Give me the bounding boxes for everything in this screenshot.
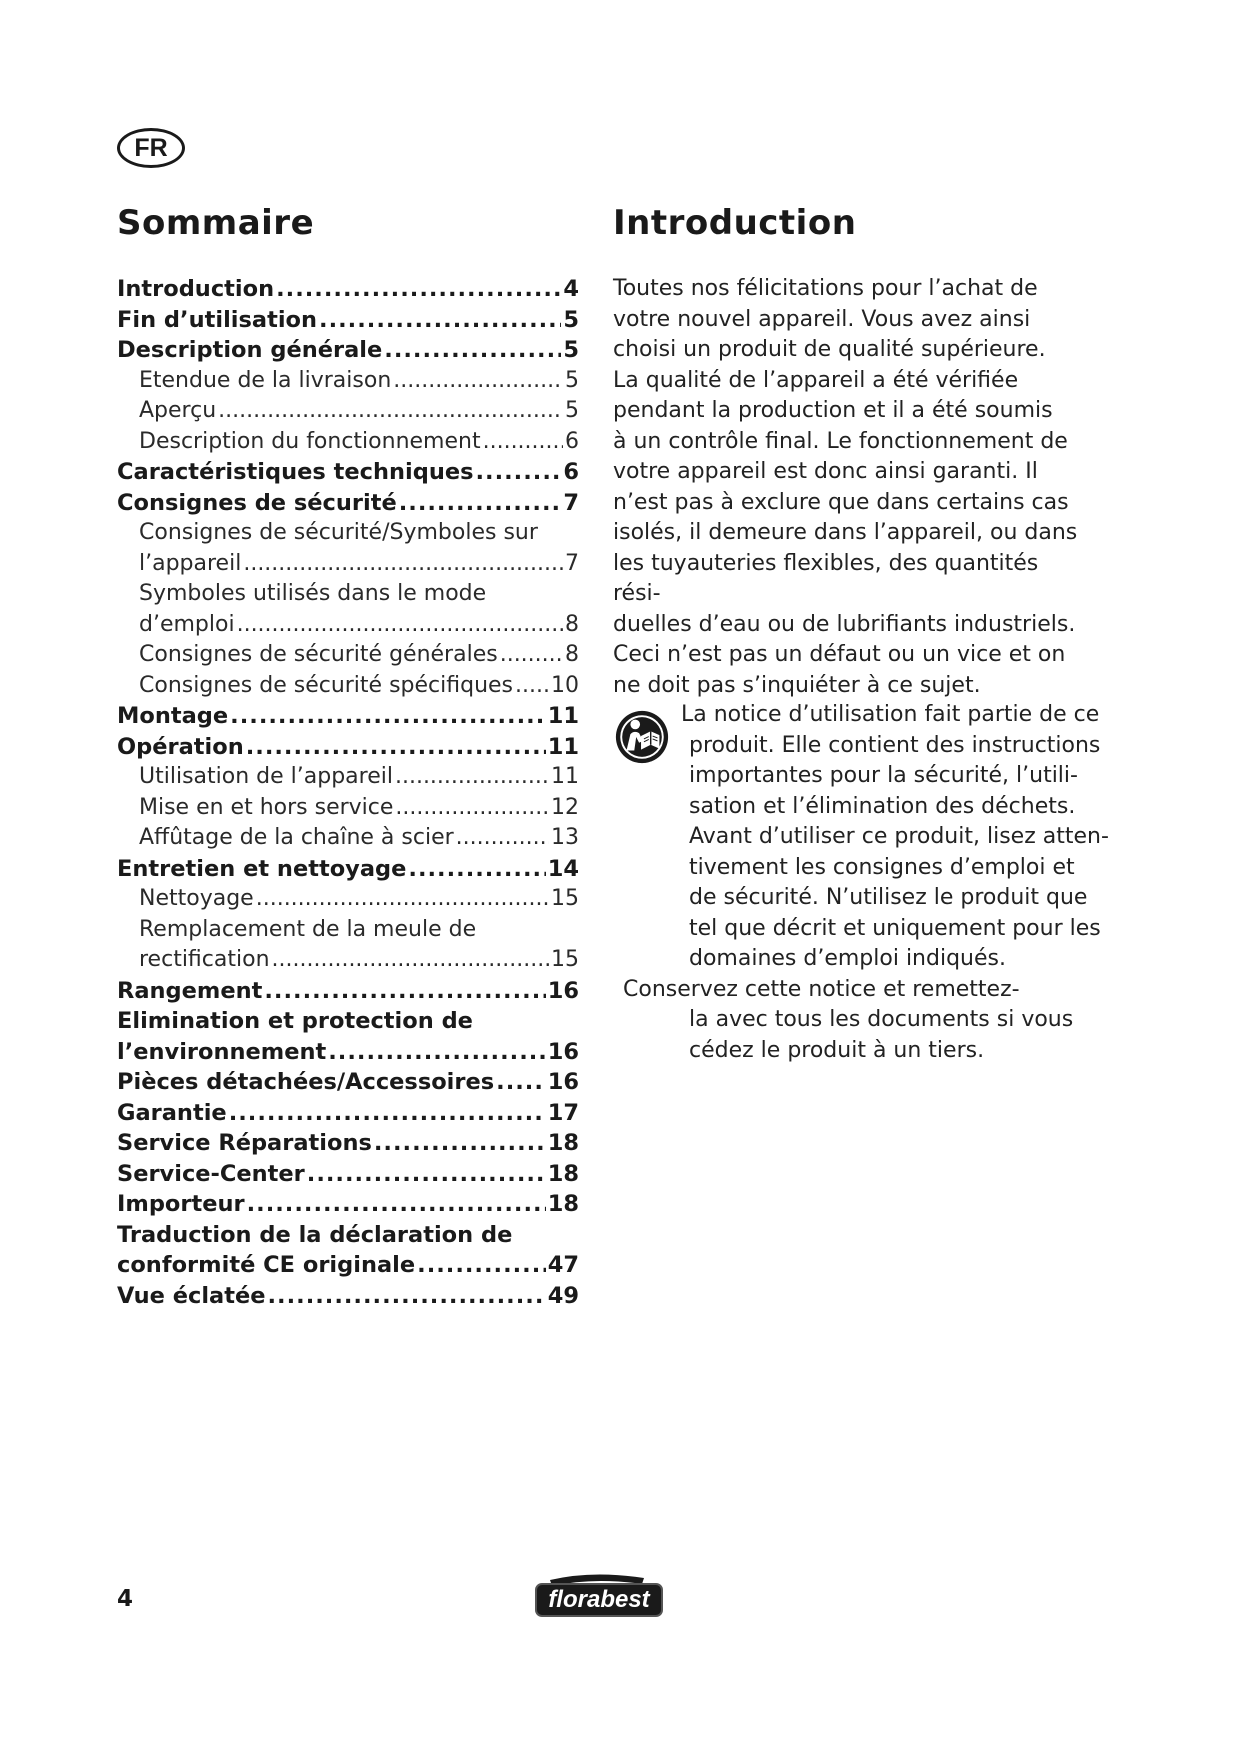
toc-entry-label: l’appareil (139, 550, 242, 576)
toc-entry-page: 10 (551, 672, 579, 698)
toc-entry-page: 16 (547, 977, 579, 1004)
toc-leader-dots (374, 1128, 546, 1159)
brand-logo (532, 1572, 668, 1618)
toc-entry-label: conformité CE originale (117, 1252, 416, 1278)
toc-entry[interactable] (117, 1281, 579, 1312)
intro-line: votre nouvel appareil. Vous avez ainsi (613, 306, 1031, 332)
toc-entry-page: 5 (565, 367, 579, 393)
table-of-contents (117, 274, 579, 1311)
toc-entry-label: Consignes de sécurité spécifiques (139, 672, 514, 698)
toc-entry-label: d’emploi (139, 611, 235, 637)
toc-entry[interactable] (117, 1250, 579, 1281)
toc-entry[interactable] (117, 1159, 579, 1190)
toc-entry-label: Rangement (117, 977, 263, 1004)
toc-entry-label: rectification (139, 947, 270, 972)
toc-entry-page: 18 (547, 1130, 579, 1156)
toc-entry[interactable] (117, 396, 579, 427)
language-badge: FR (117, 128, 185, 168)
toc-entry-label: Garantie (117, 1099, 227, 1126)
toc-entry-page: 8 (565, 642, 579, 667)
toc-leader-dots (515, 671, 549, 702)
toc-leader-dots (500, 640, 563, 671)
toc-entry-page: 17 (547, 1099, 579, 1126)
notice-line: tel que décrit et uniquement pour les (689, 915, 1101, 941)
toc-entry[interactable] (117, 305, 579, 336)
toc-entry[interactable] (117, 671, 579, 702)
toc-entry[interactable] (117, 274, 579, 305)
toc-entry-page: 5 (565, 398, 579, 423)
toc-leader-dots (256, 884, 549, 915)
toc-entry[interactable] (117, 457, 579, 488)
intro-line: les tuyauteries flexibles, des quantités rési- (613, 550, 1039, 606)
toc-entry-page: 11 (547, 703, 579, 729)
notice-line: la avec tous les documents si vous (689, 1007, 1074, 1032)
toc-entry-page: 47 (547, 1252, 579, 1278)
toc-entry[interactable] (117, 335, 579, 366)
notice-line: produit. Elle contient des instructions (689, 732, 1101, 758)
toc-leader-dots (243, 549, 563, 580)
toc-leader-dots (456, 823, 549, 854)
toc-entry[interactable] (117, 823, 579, 854)
toc-entry-label: Opération (117, 733, 244, 760)
toc-entry-label: Importeur (117, 1191, 245, 1217)
brand-logo-text: florabest (548, 1586, 650, 1613)
toc-entry[interactable] (117, 549, 579, 580)
intro-line: pendant la production et il a été soumis (613, 398, 1053, 423)
page-number: 4 (117, 1586, 134, 1612)
toc-entry[interactable] (117, 762, 579, 793)
toc-leader-dots (218, 396, 563, 427)
toc-entry-label: Utilisation de l’appareil (139, 764, 393, 789)
toc-entry[interactable] (117, 701, 579, 732)
toc-leader-dots (264, 976, 545, 1007)
toc-entry[interactable] (117, 945, 579, 976)
toc-entry-label: Service-Center (117, 1160, 305, 1187)
intro-line: choisi un produit de qualité supérieure. (613, 337, 1046, 362)
toc-entry-label: Description du fonctionnement (139, 428, 481, 454)
introduction-title: Introduction (613, 203, 857, 243)
toc-leader-dots (496, 1067, 546, 1098)
toc-leader-dots (399, 488, 562, 519)
intro-line: n’est pas à exclure que dans certains cas (613, 489, 1069, 515)
toc-entry-label: l’environnement (117, 1038, 327, 1065)
toc-entry-label: Caractéristiques techniques (117, 459, 474, 485)
notice-line: La notice d’utilisation fait partie de ce (681, 702, 1100, 727)
toc-entry-page: 5 (563, 306, 579, 333)
notice-line: domaines d’emploi indiqués. (689, 946, 1006, 971)
intro-line: votre appareil est donc ainsi garanti. Il (613, 459, 1038, 484)
toc-entry-page: 16 (547, 1038, 579, 1065)
notice-line: importantes pour la sécurité, l’utili- (689, 763, 1078, 788)
toc-entry[interactable] (117, 976, 579, 1007)
toc-entry-label: Aperçu (139, 398, 217, 423)
toc-leader-dots (328, 1037, 545, 1068)
toc-title: Sommaire (117, 203, 315, 243)
notice-line: Avant d’utiliser ce produit, lisez atten- (689, 824, 1109, 849)
toc-entry-label: Description générale (117, 337, 383, 363)
toc-leader-dots (483, 427, 563, 458)
toc-entry-page: 7 (563, 489, 579, 516)
toc-entry[interactable] (117, 1098, 579, 1129)
toc-entry-line: Remplacement de la meule de (139, 916, 477, 942)
toc-leader-dots (393, 366, 563, 397)
toc-entry-label: Consignes de sécurité générales (139, 642, 498, 667)
toc-leader-dots (247, 1189, 546, 1220)
intro-line: duelles d’eau ou de lubrifiants industriels. (613, 611, 1076, 637)
notice-line: sation et l’élimination des déchets. (689, 793, 1076, 819)
toc-entry-page: 11 (547, 733, 579, 760)
toc-entry-label: Entretien et nettoyage (117, 855, 407, 882)
toc-entry[interactable] (117, 1067, 579, 1098)
toc-leader-dots (229, 1098, 546, 1129)
notice-line: Conservez cette notice et remettez- (623, 976, 1020, 1002)
manual-notice (613, 700, 1113, 1066)
toc-entry-label: Fin d’utilisation (117, 306, 318, 333)
toc-entry-page: 18 (547, 1160, 579, 1187)
toc-entry-page: 12 (551, 794, 579, 820)
introduction-text (613, 274, 1083, 701)
toc-entry-label: Vue éclatée (117, 1282, 266, 1309)
toc-leader-dots (272, 945, 549, 976)
toc-leader-dots (475, 457, 561, 488)
toc-leader-dots (395, 762, 549, 793)
toc-leader-dots (307, 1159, 546, 1190)
toc-entry-line: Symboles utilisés dans le mode (139, 581, 487, 606)
toc-leader-dots (408, 854, 545, 885)
read-manual-icon (613, 708, 671, 766)
toc-entry-page: 7 (565, 550, 579, 576)
toc-entry[interactable] (117, 732, 579, 763)
toc-entry-page: 6 (565, 428, 579, 454)
toc-entry-page: 15 (551, 947, 579, 972)
notice-line: tivement les consignes d’emploi et (689, 854, 1075, 880)
toc-entry-label: Pièces détachées/Accessoires (117, 1069, 495, 1095)
toc-leader-dots (237, 610, 563, 641)
toc-entry-page: 4 (563, 276, 579, 302)
intro-line: Toutes nos félicitations pour l’achat de (613, 276, 1038, 301)
toc-leader-dots (417, 1250, 546, 1281)
intro-line: isolés, il demeure dans l’appareil, ou dans (613, 520, 1078, 545)
toc-entry[interactable] (117, 366, 579, 397)
toc-entry-line: Elimination et protection de (117, 1008, 473, 1034)
toc-leader-dots (230, 701, 546, 732)
toc-leader-dots (276, 274, 561, 305)
toc-entry-line: Consignes de sécurité/Symboles sur (139, 520, 538, 545)
toc-entry-label: Nettoyage (139, 886, 254, 911)
toc-entry[interactable] (117, 640, 579, 671)
toc-entry-page: 18 (547, 1191, 579, 1217)
intro-line: La qualité de l’appareil a été vérifiée (613, 367, 1019, 393)
toc-entry[interactable] (117, 427, 579, 458)
intro-line: ne doit pas s’inquiéter à ce sujet. (613, 672, 981, 698)
toc-entry-label: Introduction (117, 276, 275, 302)
toc-entry-page: 49 (547, 1282, 579, 1309)
toc-entry-label: Consignes de sécurité (117, 489, 397, 516)
toc-entry-line: Traduction de la déclaration de (117, 1221, 513, 1248)
toc-entry-label: Mise en et hors service (139, 794, 394, 820)
toc-entry[interactable] (117, 1189, 579, 1220)
toc-entry-page: 5 (563, 337, 579, 363)
toc-entry-page: 13 (551, 825, 579, 850)
toc-entry[interactable] (117, 610, 579, 641)
toc-leader-dots (268, 1281, 546, 1312)
toc-leader-dots (246, 732, 546, 763)
toc-leader-dots (384, 335, 561, 366)
toc-entry[interactable] (117, 1128, 579, 1159)
toc-entry-label: Montage (117, 703, 229, 729)
notice-line: de sécurité. N’utilisez le produit que (689, 885, 1088, 910)
toc-leader-dots (395, 793, 549, 824)
toc-entry[interactable] (117, 884, 579, 915)
toc-entry-page: 8 (565, 611, 579, 637)
toc-entry-page: 15 (551, 886, 579, 911)
toc-entry-page: 11 (551, 764, 579, 789)
toc-entry[interactable] (117, 488, 579, 519)
intro-line: Ceci n’est pas un défaut ou un vice et on (613, 642, 1066, 667)
intro-line: à un contrôle final. Le fonctionnement de (613, 428, 1068, 454)
toc-entry-label: Affûtage de la chaîne à scier (139, 825, 454, 850)
toc-entry-label: Service Réparations (117, 1130, 372, 1156)
toc-entry-label: Etendue de la livraison (139, 367, 392, 393)
toc-entry[interactable] (117, 1037, 579, 1068)
toc-entry[interactable] (117, 793, 579, 824)
toc-leader-dots (319, 305, 561, 336)
toc-entry-page: 16 (547, 1069, 579, 1095)
notice-line: cédez le produit à un tiers. (689, 1037, 985, 1063)
toc-entry-page: 6 (563, 459, 579, 485)
toc-entry[interactable] (117, 854, 579, 885)
toc-entry-page: 14 (547, 855, 579, 882)
